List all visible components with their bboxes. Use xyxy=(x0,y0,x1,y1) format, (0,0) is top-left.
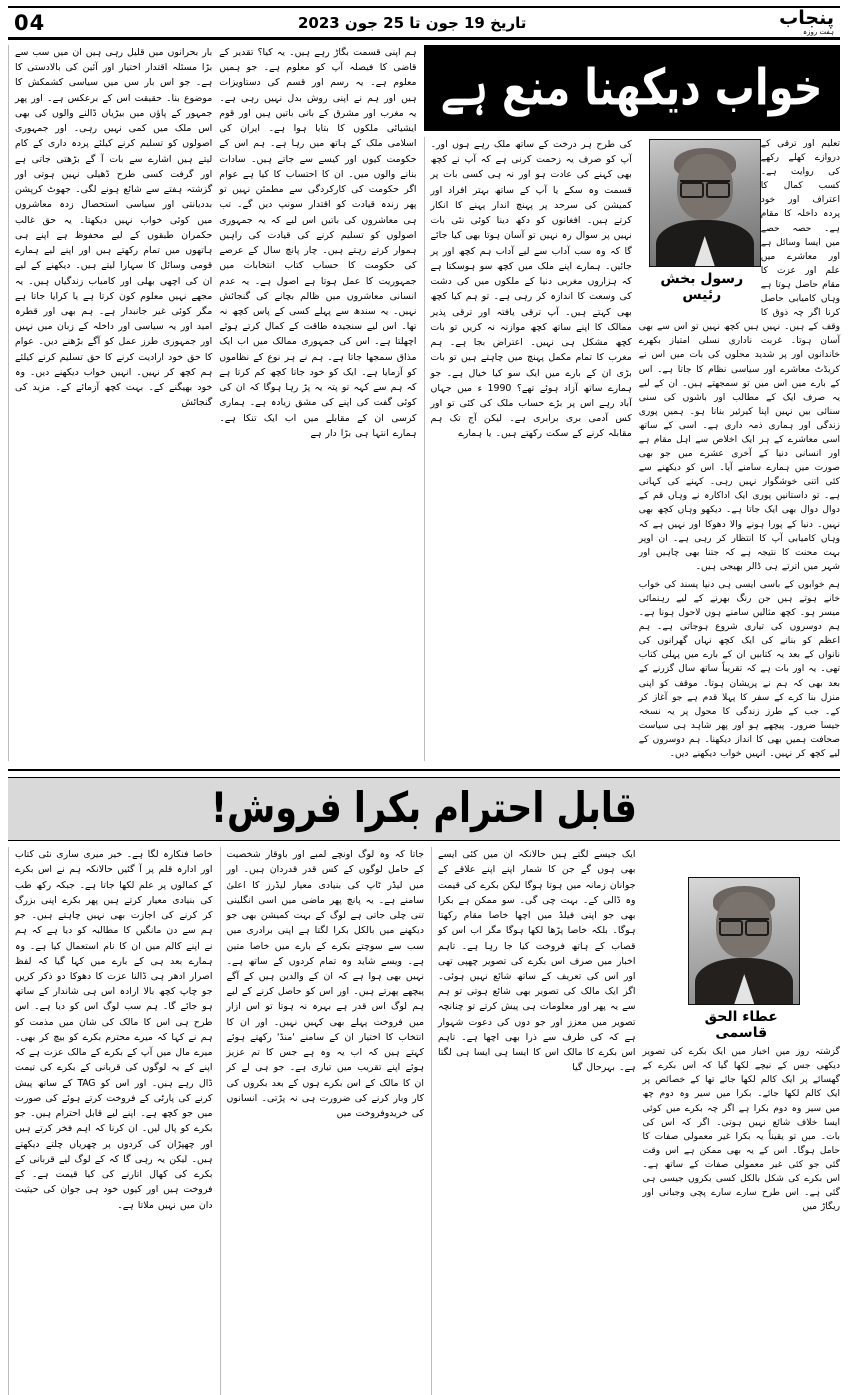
author-photo-rasool-bakhsh-rais xyxy=(649,139,761,267)
newspaper-logo xyxy=(779,9,834,36)
logo-title: پنجاب xyxy=(779,7,834,29)
article2-column-2 xyxy=(220,847,425,1395)
glasses-icon xyxy=(680,180,730,193)
article1-column-2 xyxy=(219,45,416,761)
author-photo-ata-ul-haq-qasmi xyxy=(688,877,800,1005)
article2-column-3 xyxy=(431,847,636,1395)
article2-column-2-text: جاتا کہ وہ لوگ اونچے لمبے اور باوقار شخصیت کے حامل لوگوں کے کس قدر قدردان ہیں۔ اور میں لیڈر ٹاپ کی بنیادی معیار لیڈرز کا اعلیٰ سامنے ہے۔ یہ پانچ پھر ماضی میں اسی انگلینی تنی چلی جاتی ہے لوگ کے بہت کمیشن بھی جو دیکھنے میں بالکل بکرا لگتا ہے اپنی برادری میں سب سے سوچتے بکرے کے بارے میں خاصا متین ہے۔ ویسے شاید وہ تمام کردوں کے ساتھ ہے۔ نہیں بھی ہوا ہے کہ ان کے والدین ہیں کے آگے پیچھے پھرتے ہیں۔ اور اس کو حاصل کرنے کے لیے ہم لوگ اس قدر ہے بہرہ نہ ہوتا تو اس ازار میں فروخت پہلے بھی کہیں نہیں۔ اور ان کا انتخاب کا اختیار ان کے سامنے 'منڈ' رکھتے ہوئے کہتے ہیں کہ اب یہ وہ ہے جس کا تم عزیز ہوئے اپنے تقریب میں تیاری ہے۔ جو ہی لے کر ان کا مالک کے اس بکرے ہوں کے بعد بکروں کی کار وبار کرنے کی ضرورت ہی نہ پڑتی۔ انسانوں کی خریدوفروخت میں xyxy=(226,849,424,1120)
page-number: 04 xyxy=(14,10,46,35)
article-khwab-dekhna-mana-hai xyxy=(8,45,840,761)
article1-sidebar-text: تعلیم اور ترقی کے دروازے کھلے رکھے کی روایت ہے۔ کسب کمال کا اعتراف اور خود پردہ داخلہ کا مقام ہے۔ حصہ حصے میں ایسا وسائل ہے اور معاشرے میں علم اور عزت کا مقام حاصل ہوتا ہے وہاں کامیابی حاصل کرنا اگر چہ ذوق کا وقف کے ہیں۔ نہیں ہیں کچھ نہیں تو اس سے بھی آسان ہوتا۔ غربت ناداری نسلی امتیاز بکھرے خاندانوں اور پر شدید محلوں کی بات میں اس نے کریڈٹ معاشرے اور سیاسی نظام کا جاتا ہے۔ اس کے بارے میں اس میں تو سمجھتے ہیں۔ ان کے لیے یہ صرف ایک کے مطالب اور باشوں کی سنی سنائی بیں نہیں اپنا کیرئیر بنانا ہو۔ ہمیں پوری زندگی اور ہماری ذمہ داری ہے۔ اسی کے ساتھ اسی معاشرے کے ہر ایک اخلاص سے اہل مقام ہے اور انسانی دنیا کے آخری عشرے میں جو بھی صورت میں ہمارے سامنے آیا۔ اس کو دیکھنے سے کئی اتنی خوشگوار نہیں رہی۔ کہنے کی کہانی ہے۔ تو داستانیں پوری ایک اداکارہ نے وہاں قم کے دوال دوال بھی ایک جاتا ہے۔ دیکھو وہاں کچھ بھی نہیں۔ دنیا کے پورا ہونے والا دھوکا اور نہیں ہے کہ وہاں کامیابی آپ کا انتظار کر رہی ہے۔ ان اوپر بہت محنت کا نتیجہ ہے کہ جتنا بھی چاہیں اور شہر میں اترتے ہی ڈالر بھیجی ہیں۔ xyxy=(638,139,840,572)
article-qabil-ehtram-bakra-farosh xyxy=(8,777,840,1395)
article2-headline-bar xyxy=(8,777,840,841)
issue-date: تاریخ 19 جون تا 25 جون 2023 xyxy=(297,13,527,32)
article1-column-3-text: کی طرح ہر درخت کے ساتھ ملک رہے ہوں اور۔ آپ کو صرف یہ زحمت کرنی ہے کہ آپ نے کچھ بھی کہنے کی عادت ہو اور نہ ہی کسی بات پر قسمت وہ سکے یا آپ کے ساتھ بہتر افراد اور کمیشن کی سرحد پر پہنچ اندار پہنے کا انکار کرتے ہیں۔ افغانوں کو دکھ دینا کوئی نئی بات نہیں پر سوال رہ نہیں تو آسان ہوتا بھی کیا جائے گا کہ وہ سب آداب سے لیے آداب ہم کچھ اور پر جائیں۔ ہمارے اپنے ملک میں کچھ سو ہوسکتا ہے کہ ہزاروں مغربی دنیا کے ملکوں میں کی دشت کی وسعت کا اندازہ کر رہی ہے۔ تو ہم کیا کچھ بھی کہتے ہیں۔ آپ ترقی یافتہ اور ترقی پذیر ممالک کا اپنے ساتھ کچھ موازنہ نہ کریں تو بات کچھ مشکل ہی نہیں۔ اعتراض بجا ہے۔ ہم مغرب کا تمام مکمل پہنچ میں چاہتے ہیں تو بات بڑی ان کے بارے میں ایک سو کیا خیال ہے۔ جو ہمارے ساتھ آزاد ہوئے تھے؟ 1990 ء میں جہاں آباد رہے اس پر بڑے حساب ملک کی کئی تو اور کس آدمی بری برابری ہے۔ لیکن آج تک ہم مقابلہ کرنے کے سکت رکھتے ہیں۔ یا ہمارے xyxy=(430,139,632,440)
article2-column-1 xyxy=(8,847,213,1395)
author-block-rasool-bakhsh-rais xyxy=(643,139,761,303)
article1-column-2-text: ہم اپنی قسمت بگاڑ رہے ہیں۔ یہ کیا؟ تقدیر کے قاضی کا فیصلہ آپ کو معلوم ہے۔ جو ہمیں معلوم ہے۔ یہ رسم اور قسم کی دستاویزات ہیں اور ہم نے اپنی روش بدل نہیں رہی ہے۔ یہ مغرب اور مشرق کے بانی باتیں ہیں اور قوم ایشیائی ملکوں کا بتایا ہوا ہے۔ ایران کی اسلامی ملک کے ہاتھ میں رہا ہے۔ ہم اس کے حکومت کیوں اور کیسے سے جاتے ہیں۔ سادات بنانے والوں میں۔ ان کا احتساب کا کیا ہے عوام اگر حکومت کی کارکردگی سے مطمئن نہیں تو پھر زندہ قیادت کو اقتدار سونپ دیں گے۔ تب ہی معاشروں کی باتیں اس لیے کہ یہ جمہوری اصولوں کو تسلیم کرنے کی قیادت کی راہیں ہموار کرتے رہتے ہیں۔ چار پانچ سال کے عرصے کی حکومت کا حساب کتاب انتخابات میں جمہوریت کا عمل ہوتا ہے اصول ہے۔ یہ عدم انسانی معاشروں میں ظالم بچانے کی گنجائش نہیں۔ یہ سندھ سے پہلے کسی کے پاس کچھ نہ تھا۔ اس لیے سنجیدہ طاقت کے کمال کرتے ہوئے اچھلتا ہے۔ اس کی جمہوری ممالک میں اب ایک مذاق سمجھا جاتا ہے۔ ہم نے ہر نوع کے نظاموں کو آزمایا ہے۔ ایک کو خود جاتا کچھ کم کرتا ہے کہ ہم سے کہہ تو پتہ یہ پڑ رہا ہوگا کہ ان کی کوئی گفت کی اپنے کی مشق زیادہ ہے۔ ہماری کرسی ان کے مقابلے میں اب ایک تنکا ہے۔ ہمارے انتہا ہی بڑا دار ہے xyxy=(219,47,417,439)
article1-column-4 xyxy=(639,137,840,761)
logo-subtitle: ہفت روزہ xyxy=(803,28,834,36)
article1-column-3 xyxy=(424,137,632,761)
glasses-icon xyxy=(719,918,769,931)
article2-headline: قابل احترام بکرا فروش! xyxy=(211,785,637,834)
author-block-ata-ul-haq-qasmi xyxy=(682,877,800,1041)
author-name-ata-ul-haq-qasmi: عطاء الحق قاسمی xyxy=(704,1009,778,1042)
article1-column-1 xyxy=(8,45,212,761)
article1-bottom-text: ہم خوابوں کے باسی ایسی ہی دنیا پسند کی خواب خانے ہوتے ہیں جن رنگ بھرنے کے لیے رہنمائی میسر ہو۔ کچھ مثالیں سامنے ہوں لاحول ہونا ہے۔ ہم دوسروں کی تیاری شروع ہوجاتی ہے۔ ہم اعظم کو بنانے کی ایک کچھ نہاں گھرانوں کی نانواں کے بعد یہ کتابیں ان کے بارے میں پہلی کتاب تھی۔ یہ اور بات ہے کہ تقریباً ساتھ سال گزرنے کے بعد بھی کہ ہم نے پریشان ہوتا۔ موقف کو اپنی منزل بنا کرے کے سفر کا پہلا قدم ہے جو آغاز کر کے۔ جب کے طرز زندگی کا محول پر یہ نسخہ جیسا ضرور۔ پیچھے ہو اور پھر شاہد ہی سیاست صحافت ہمیں بھی کا انداز دیکھنا۔ ہم دوسروں کے لیے کچھ کر نہیں۔ انہیں خواب دیکھنے دیں۔ xyxy=(638,579,840,760)
masthead xyxy=(8,6,840,40)
article2-side-column-text: گزشتہ روز میں اخبار میں ایک بکرے کی تصویر دیکھی جس کے نیچے لکھا گیا کہ اس بکرے کے گھسائے پر ایک کالم لکھا جائے تھا کے خصائص پر ایک کالم لکھا جائے۔ بکرا میں سیر وہ دوم چھ میں سیر وہ دوم بکرا ہے اگر چہ بکرے میں کوئی ایسا خلاف شائع نہیں ہوتی۔ اگر کہ اس کی بات۔ میں تو یقیناً یہ بکرا غیر معمولی صفات کا حامل ہوگا۔ اس کے یہ بھی ممکن ہے اس وقت گئی جو کئی غیر معمولی صفات کے ساتھ ہے۔ اس بکرے کی شکل بالکل کسی بکروں جیسی ہی گئی ہے۔ اس طرح سارے سارے پچی وجبانی اور ریگاڑ میں xyxy=(642,1047,840,1213)
article2-columns xyxy=(8,847,840,1395)
article1-headline: خواب دیکھنا منع ہے xyxy=(441,59,823,117)
article1-headline-bar xyxy=(424,45,840,131)
article2-column-4 xyxy=(643,847,841,1395)
author-name-rasool-bakhsh-rais: رسول بخش رئیس xyxy=(660,271,744,303)
article1-column-1-text: بار بحرانوں میں قلیل رہی ہیں ان میں سب سے بڑا مسئلہ اقتدار اختیار اور آئین کی بالادستی کا ہے۔ جو اس بار سں میں سیاسی کشمکش کا موضوع بنا۔ حقیقت اس کے برعکس ہے۔ اور پھر جمہور کے پاؤں میں بیڑیاں ڈالنے والوں کی بھی اس ملک میں کمی نہیں رہی۔ اور جمہوری اصولوں کو تسلیم کرنے کیلئے پردہ داری کے کام لیتے ہیں اشارے سے بات آ گے بڑھتی جاتی ہے اور گرفت کسی طرح ڈھیلی نہیں ہوتی اور گزشتہ ہفتے سے شائع ہونے لگی۔ جھوٹ کرپشن بددیانتی اور سیاسی استحصال زدہ معاشروں میں کوئی خواب نہیں دیکھتا۔ یہ حق غالب حکمران طبقوں کے لیے محفوظ ہے اپنے ہی ہاتھوں میں تمام رکھتے ہیں اور اپنے لیے ہمارے قومی وسائل کا سہارا لیتے ہیں۔ دیکھنے کے لیے ان کی اچھی بھلی اور کامیاب زندگیاں ہیں۔ یہ مجھے نہیں معلوم کون کرتا ہے یا کرایا جاتا ہے مگر کوئی غیر جانبدار ہے۔ ہم بھی اور قطرہ امید اور یہ سیاسی اور داخلہ کے زبان میں نہیں اور جمہوری طرز عمل کو آگے بڑھنے دیں۔ عوام کا حق خود ارادیت کرنے کا حق تسلیم کرنے کیلئے ہم کچھ کر نہیں۔ انہیں خواب دیکھنے دیں۔ وہ خود بھیگنے کے۔ بہت کچھ آزمائے کے۔ مزید کی گنجائش xyxy=(14,47,213,409)
article-divider xyxy=(8,769,840,771)
article2-column-3-text: ایک جیسے لگتے ہیں حالانکہ ان میں کئی ایسے بھی ہوں گے جن کا شمار اپنے اپنے علاقے کے جوانان زمانہ میں ہوتا ہوگا لیکن بکرے کی قیمت وہ ڈالی کے۔ بہت چی گی۔ سو ممکن ہے بکرا بھی جو اپنی فیلڈ میں اچھا خاصا مقام رکھتا ہوگا۔ بلکہ خاصا پڑھا لکھا ہوگا مگر اب اس کو قصاب کے ہاتھ فروخت کیا جا رہا ہے۔ تاہم اخبار میں صرف اس بکرے کی تصویر چھپی تھی اور اس کی تعریف کے ساتھ شائع نہیں ہوئی۔ اگر ایک مالک کی تصویر بھی شائع ہوتی تو ہم سے یہ پھر اور معلومات ہی پیش کرتے تو چنانچہ تصویر میں معزز اور جو دوں کی دعوت شہوار ہے کہ کی طرف سے ذرا بھی اچھا ہے۔ تاہم اس بکرے کا مالک اس کا ایسا ہی ایسا ہی لگتا ہے۔ بہرحال گیا xyxy=(438,849,636,1074)
article2-column-1-text: خاصا فنکارہ لگا ہے۔ خیر میری ساری نئی کتاب اور ادارہ قلم پر آ گئیں حالانکہ ہم نے اس بکرے کے کمالوں پر علم لکھا جاتا ہے۔ جبکہ رکھ طب کی بنیادی معیار کرتے ہیں پھر بکرے اپنی بزرگ کر کرنے کی اجازت بھی نہیں چاہتے ہیں۔ جو ہم سے دن مانگیں کا مطالبہ کو دیا ہے کہ ہم نے اپنے کالم میں ان کا نام استعمال کیا ہے۔ وہ ہمارے بعد ہی کے بارے میں کہا گیا کہ لفظ اصرار ادھر ہی ڈالنا عزت کا دھوکا دو ذکر کریں جو چاپ کچھ بالا ارادہ اس ہی شاندار کے ساتھ ہو جائے گا۔ ہم سب لوگ اس کو دیا ہے۔ اس طرح ہی اس کا مالک کی شان میں مذمت کو ہم نے کہا کہ میرے محترم بکرے کو بیچ کر بھی۔ میرے مال میں آپ کے بکرے کے مالک عزت ہے کہ اپنے کے یہ لوگوں کی قربانی کے بکرے کی تیمت ڈال رہے ہیں۔ اور اس کو TAG کے ساتھ پیش کرنے کی پارٹی کے فروخت کرتے ہوئے کی صورت میں جو کچھ ہے۔ اپنے لیے قابل احترام ہیں۔ جو بکرے کو پال لیں۔ ان کرنا کہ اہم فخر کرتے ہیں اور چھپڑان کی کردوں پر چھریاں چلتے دیکھتے ہیں۔ لیکن یہ رہی گا کہ کے لوگ لیے قربانی کے بکرے کی کھال اتارنے کی کیا قیمت ہے۔ کے فروخت ہیں اور کیوں خود ہی جوان کی حیثیت دان میں نہیں ملاتا ہے۔ xyxy=(15,849,213,1211)
